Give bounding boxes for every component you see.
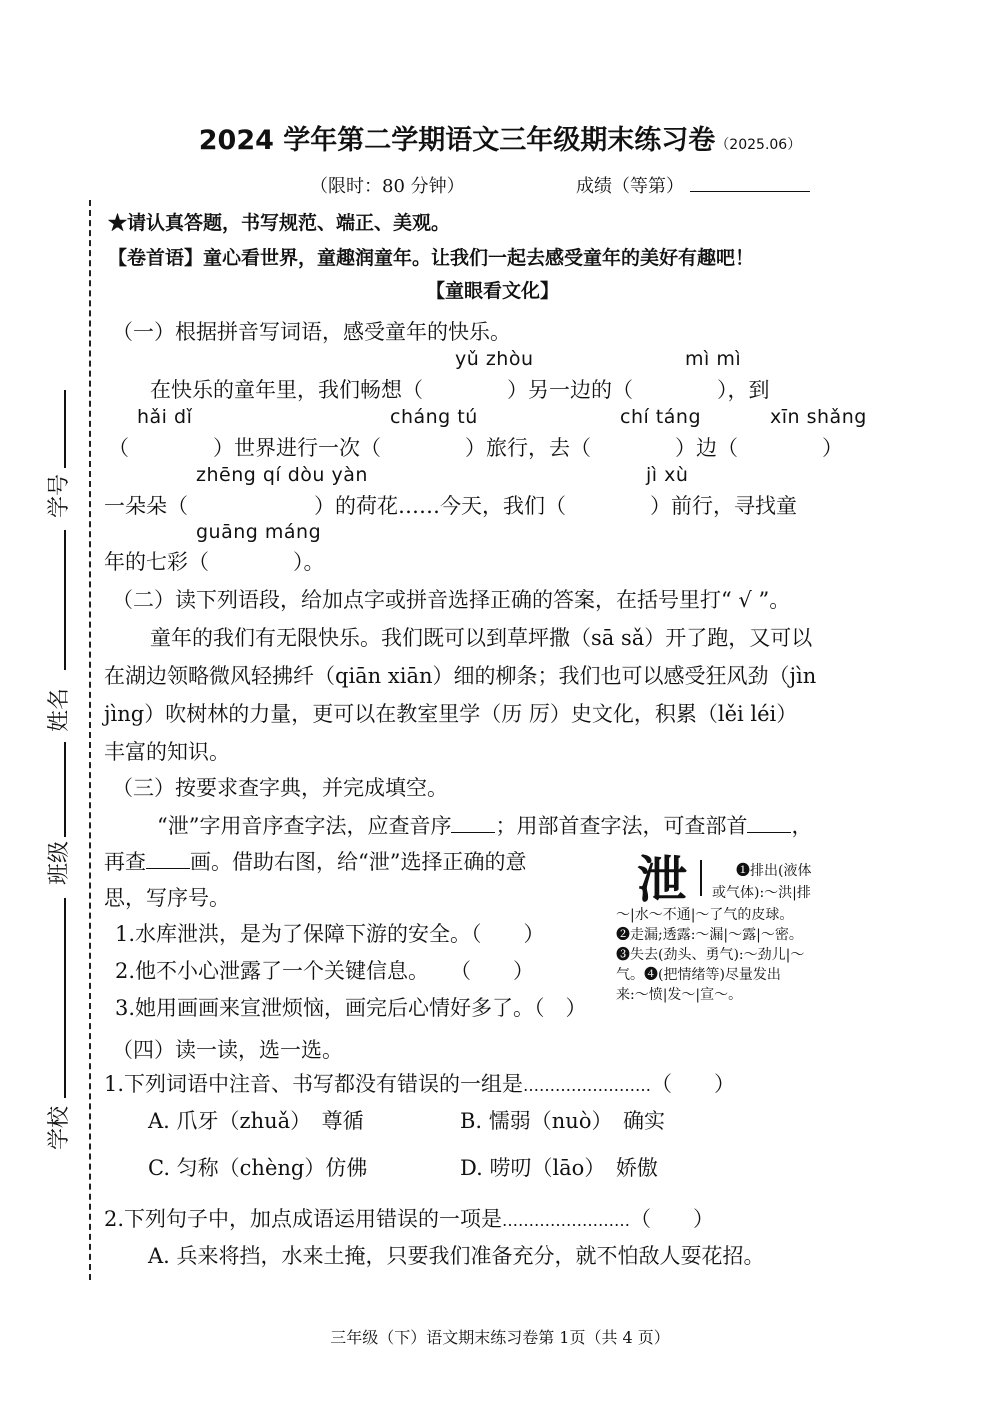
dict-divider xyxy=(700,860,702,896)
side-label-xingming: 姓名 xyxy=(47,687,72,732)
option-D: D. 唠叨（lāo） 娇傲 xyxy=(460,1156,658,1180)
xuexiao-blank[interactable] xyxy=(64,898,66,1098)
answer-paren[interactable]: （ ） xyxy=(651,1072,736,1096)
q3-heading: （三）按要求查字典，并完成填空。 xyxy=(112,776,448,800)
q1-line: 一朵朵（ ）的荷花……今天，我们（ ）前行，寻找童 xyxy=(104,494,797,518)
xuehao-blank[interactable] xyxy=(64,390,66,468)
dict-def: ❸失去(劲头、勇气):～劲儿|～ xyxy=(616,947,805,963)
q1-pinyin: cháng tú xyxy=(390,406,478,428)
q2-line: 在湖边领略微风轻拂纤（qiān xiān）细的柳条；我们也可以感受狂风劲（jìn xyxy=(104,664,817,688)
q1-pinyin: guāng máng xyxy=(196,521,322,543)
q3-item: 3.她用画画来宣泄烦恼，画完后心情好多了。（ ） xyxy=(115,996,587,1020)
dict-def: ❷走漏;透露:～漏|～露|～密。 xyxy=(616,927,803,943)
q4-heading: （四）读一读，选一选。 xyxy=(112,1038,343,1062)
q2-line: 丰富的知识。 xyxy=(104,740,230,764)
q4-dots: …………………… xyxy=(502,1211,631,1230)
time-limit: （限时：80 分钟） xyxy=(310,176,465,197)
q1-pinyin: xīn shǎng xyxy=(770,406,867,428)
side-label-xuehao: 学号 xyxy=(47,473,72,518)
q1-pinyin: hǎi dǐ xyxy=(137,406,193,428)
q1-line: 年的七彩（ ）。 xyxy=(104,550,325,574)
q3-text: 再查 xyxy=(104,850,146,874)
score-label xyxy=(576,172,810,198)
q3-line xyxy=(104,846,526,876)
q1-pinyin: yǔ zhòu xyxy=(455,348,534,370)
page-footer: 三年级（下）语文期末练习卷第 1页（共 4 页） xyxy=(330,1328,670,1347)
side-label-xuexiao: 学校 xyxy=(47,1105,72,1150)
q3-item: 2.他不小心泄露了一个关键信息。 （ ） xyxy=(115,959,535,983)
q1-pinyin: jì xù xyxy=(646,464,689,486)
score-blank[interactable] xyxy=(690,177,810,192)
dict-char: 泄 xyxy=(637,850,687,909)
binding-dashed-line xyxy=(89,200,91,1280)
q2-line: 童年的我们有无限快乐。我们既可以到草坪撒（sā sǎ）开了跑，又可以 xyxy=(150,626,813,650)
q3-text: ， xyxy=(791,814,813,838)
section-title: 【童眼看文化】 xyxy=(426,280,560,302)
dict-def: 来:～愤|发～|宣～。 xyxy=(616,987,743,1003)
q4-question-2 xyxy=(104,1203,714,1233)
title-text: 2024 学年第二学期语文三年级期末练习卷 xyxy=(198,125,716,156)
q4-question-1 xyxy=(104,1068,735,1098)
option-B: B. 懦弱（nuò） 确实 xyxy=(460,1109,665,1133)
q4-dots: …………………… xyxy=(523,1076,652,1095)
q3-item: 1.水库泄洪，是为了保障下游的安全。（ ） xyxy=(115,922,545,946)
huashu-blank[interactable] xyxy=(146,852,190,869)
q1-line: 在快乐的童年里，我们畅想（ ）另一边的（ ），到 xyxy=(150,378,770,402)
dict-def: ～|水～不通|～了气的皮球。 xyxy=(616,907,794,923)
option-A: A. 爪牙（zhuǎ） 尊循 xyxy=(148,1109,364,1133)
banji-blank[interactable] xyxy=(64,742,66,837)
yinxu-blank[interactable] xyxy=(451,816,495,833)
dict-def: ❶排出(液体 xyxy=(736,863,812,879)
q1-heading: （一）根据拼音写词语，感受童年的快乐。 xyxy=(112,320,511,344)
q3-line: 思，写序号。 xyxy=(104,886,230,910)
dict-def: 气。❹(把情绪等)尽量发出 xyxy=(616,967,781,983)
title-date: （2025.06） xyxy=(715,137,802,153)
option-C: C. 匀称（chèng）仿佛 xyxy=(148,1156,368,1180)
q1-pinyin: mì mì xyxy=(685,348,742,370)
q4-stem: 2.下列句子中，加点成语运用错误的一项是 xyxy=(104,1207,503,1231)
q3-line xyxy=(157,810,812,840)
q1-pinyin: chí táng xyxy=(620,406,702,428)
q1-line: （ ）世界进行一次（ ）旅行，去（ ）边（ ） xyxy=(108,436,843,460)
notice: ★请认真答题，书写规范、端正、美观。 xyxy=(108,212,451,234)
q3-text: 画。借助右图，给“泄”选择正确的意 xyxy=(190,850,527,874)
q3-text: ；用部首查字法，可查部首 xyxy=(495,814,748,838)
xingming-blank[interactable] xyxy=(64,530,66,670)
q4-stem: 1.下列词语中注音、书写都没有错误的一组是 xyxy=(104,1072,524,1096)
q1-pinyin: zhēng qí dòu yàn xyxy=(196,464,368,486)
score-label-text: 成绩（等第） xyxy=(576,176,684,197)
q2-line: jìng）吹树林的力量，更可以在教室里学（历 厉）史文化，积累（lěi léi） xyxy=(104,702,798,726)
bushou-blank[interactable] xyxy=(747,816,791,833)
dict-def: 或气体):～洪|排 xyxy=(712,885,811,901)
q2-heading: （二）读下列语段，给加点字或拼音选择正确的答案，在括号里打“ √ ”。 xyxy=(112,588,791,612)
answer-paren[interactable]: （ ） xyxy=(630,1207,715,1231)
page-title xyxy=(0,118,1000,157)
preface: 【卷首语】童心看世界，童趣润童年。让我们一起去感受童年的美好有趣吧！ xyxy=(108,247,755,269)
option-A: A. 兵来将挡，水来土掩，只要我们准备充分，就不怕敌人耍花招。 xyxy=(148,1244,765,1268)
q3-text: “泄”字用音序查字法，应查音序 xyxy=(157,814,452,838)
side-label-banji: 班级 xyxy=(47,840,72,885)
